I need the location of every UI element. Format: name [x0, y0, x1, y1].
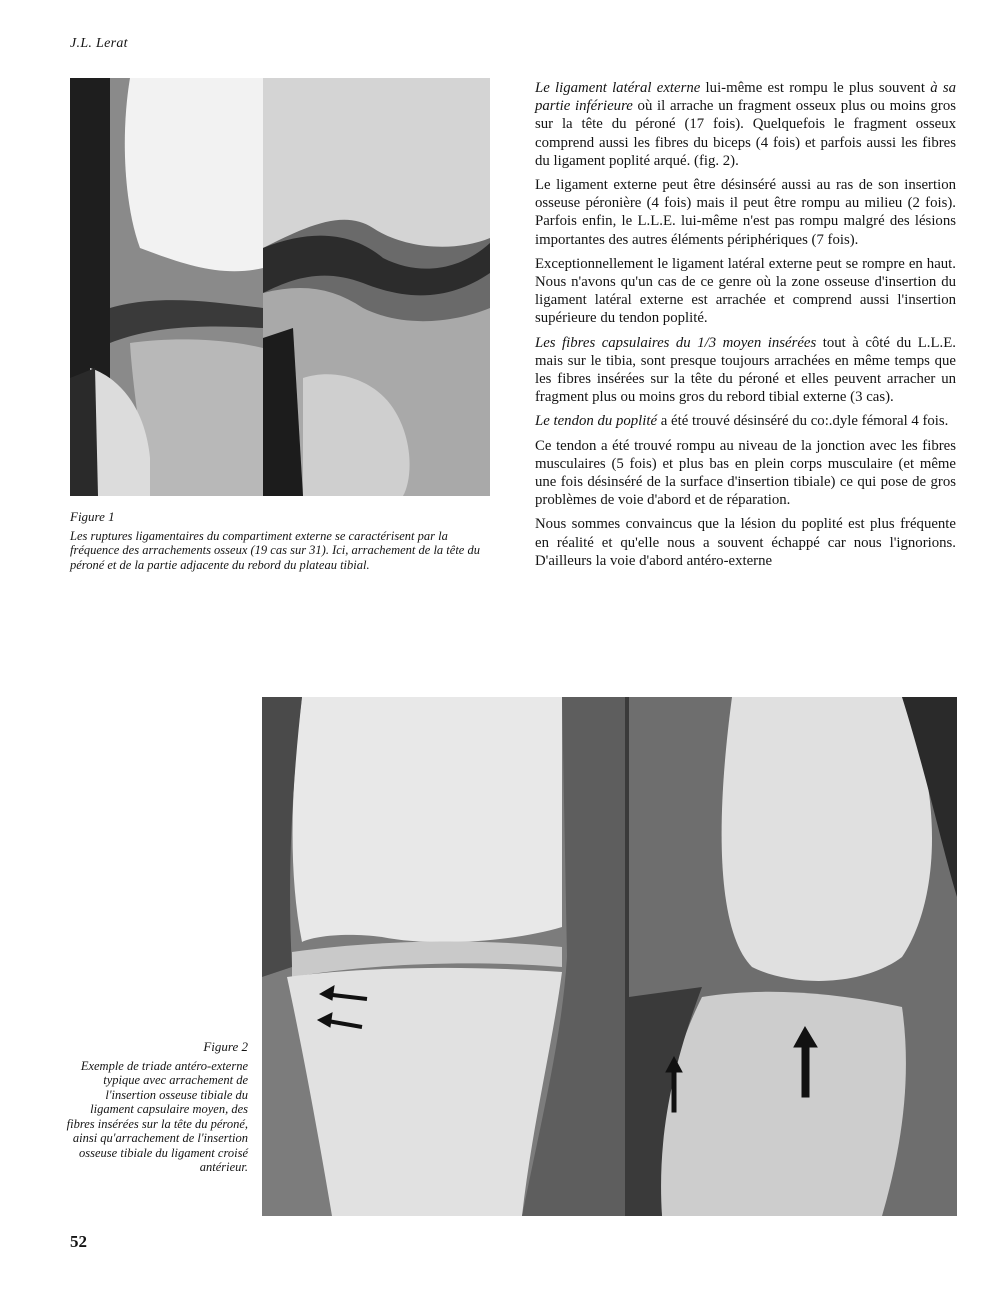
paragraph-1-lead: Le ligament latéral externe: [535, 80, 701, 96]
figure1-xray-right: [263, 78, 490, 496]
figure1-caption: [70, 510, 480, 572]
paragraph-1-text-b: où il arrache un fragment osseux plus ou moins gros sur la tête du péroné (17 fois). Quelquefois le fragment osseux comprend aussi les fibres du biceps (4 fois) et parfois aussi les fibres du ligament poplité arqué. (fig. 2).: [535, 98, 956, 169]
paragraph-4-text: tout à côté du L.L.E. mais sur le tibia, sont presque toujours arrachées en même temps que les fibres insérées sur la tête du péroné et elles peuvent arracher un fragment plus ou moins gros du rebord tibial externe (3 cas).: [535, 334, 956, 406]
paragraph-4: [535, 334, 956, 407]
running-header-author: J.L. Lerat: [70, 36, 128, 51]
figure2-caption: [60, 1040, 248, 1175]
paragraph-3: Exceptionnellement le ligament latéral externe peut se rompre en haut. Nous n'avons qu'un cas de ce genre où la zone osseuse d'insertion du ligament latéral externe est arrachée et comprend aussi l'insertion supérieure du tendon poplité.: [535, 255, 956, 327]
body-text-column: [535, 79, 956, 576]
figure1-caption-text: Les ruptures ligamentaires du compartiment externe se caractérisent par la fréquence des arrachements osseux (19 cas sur 31). Ici, arrachement de la tête du péroné et de la partie adjacente du rebord du plateau tibial.: [70, 528, 480, 572]
paragraph-1: [535, 79, 956, 170]
page-number: 52: [70, 1232, 87, 1251]
figure1-xray-left: [70, 78, 263, 496]
figure1-title: Figure 1: [70, 509, 115, 524]
paragraph-5-text: a été trouvé désinséré du co:.dyle fémoral 4 fois.: [657, 413, 949, 430]
paragraph-7: Nous sommes convaincus que la lésion du poplité est plus fréquente en réalité et qu'elle nous a souvent échappé car nous l'ignorions. D'ailleurs la voie d'abord antéro-externe: [535, 516, 956, 569]
paragraph-1-italic: à sa partie inférieure: [535, 80, 956, 115]
figure2-caption-text: Exemple de triade antéro-externe typique avec arrachement de l'insertion osseuse tibiale du ligament capsulaire moyen, des fibres insérées sur la tête du péroné, ainsi qu'arrachement de l'insertion osseuse tibiale du ligament croisé antérieur.: [66, 1058, 248, 1174]
paragraph-5: [535, 412, 956, 430]
figure2-xray: [262, 697, 957, 1216]
figure2-title: Figure 2: [203, 1039, 248, 1054]
paragraph-5-lead: Le tendon du poplité: [535, 413, 658, 430]
paragraph-6: Ce tendon a été trouvé rompu au niveau de la jonction avec les fibres musculaires (5 fois) et plus bas en plein corps musculaire (et même une fois désinséré de la surface d'insertion tibiale) ce qui pose de gros problèmes de voie d'abord et de réparation.: [535, 437, 956, 509]
paragraph-4-lead: Les fibres capsulaires du 1/3 moyen insérées: [535, 334, 817, 351]
paragraph-2: Le ligament externe peut être désinséré aussi au ras de son insertion osseuse péronière (4 fois) mais il peut être rompu au milieu (2 fois). Parfois enfin, le L.L.E. lui-même n'est pas rompu malgré des lésions importantes des autres éléments périphériques (7 fois).: [535, 177, 956, 248]
paragraph-1-text-a: lui-même est rompu le plus souvent: [700, 80, 931, 96]
